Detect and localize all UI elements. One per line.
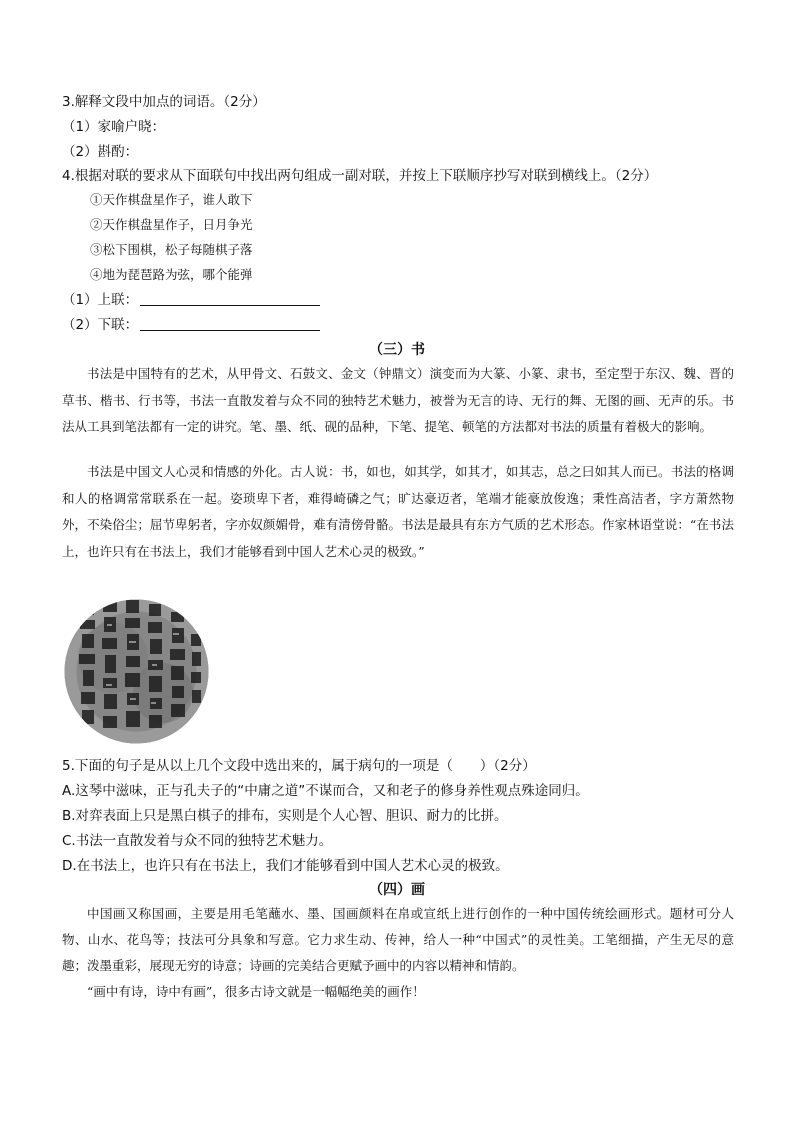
question-4-title: 4.根据对联的要求从下面联句中找出两句组成一副对联，并按上下联顺序抄写对联到横线上。（2分） <box>62 168 658 184</box>
choice-d: D.在书法上，也许只有在书法上，我们才能够看到中国人艺术心灵的极致。 <box>62 858 509 874</box>
lower-couplet-label: （2）下联： <box>62 317 139 333</box>
section-3-paragraph-2: 书法是中国文人心灵和情感的外化。古人说：书，如也，如其学，如其才，如其志，总之曰如其人而已。书法的格调和人的格调常常联系在一起。姿琐卑下者，难得崎磷之气；旷达豪迈者，笔端才能豪放俊逸；秉性高洁者，字方萧然物外，不染俗尘；屈节卑躬者，字亦奴颜媚骨，难有清傍骨骼。书法是最具有东方气质的艺术形态。作家林语堂说：“在书法上，也许只有在书法上，我们才能够看到中国人艺术心灵的极致。” <box>62 464 734 559</box>
couplet-option-4: ④地为琵琶路为弦，哪个能弹 <box>90 267 253 282</box>
upper-couplet-label: （1）上联： <box>62 292 139 308</box>
question-3-title: 3.解释文段中加点的词语。（2分） <box>62 94 266 110</box>
question-3-item-1: （1）家喻户晓： <box>62 119 166 135</box>
choice-a: A.这琴中滋味，正与孔夫子的“中庸之道”不谋而合，又和老子的修身养性观点殊途同归。 <box>62 783 589 799</box>
couplet-option-3: ③松下围棋，松子每随棋子落 <box>90 242 253 257</box>
section-4-heading: （四）画 <box>369 882 425 898</box>
calligraphy-image <box>63 598 210 745</box>
section-3-paragraph-1: 书法是中国特有的艺术，从甲骨文、石鼓文、金文（钟鼎文）演变而为大篆、小篆、隶书，至定型于东汉、魏、晋的草书、楷书、行书等，书法一直散发着与众不同的独特艺术魅力，被誉为无言的诗、无行的舞、无图的画、无声的乐。书法从工具到笔法都有一定的讲究。笔、墨、纸、砚的品种，下笔、提笔、顿笔的方法都对书法的质量有着极大的影响。 <box>62 366 734 434</box>
lower-couplet-answer-blank[interactable] <box>140 316 320 331</box>
question-5-title: 5.下面的句子是从以上几个文段中选出来的，属于病句的一项是（ ）（2分） <box>62 758 536 774</box>
lower-couplet-row <box>62 315 320 335</box>
section-3-heading: （三）书 <box>369 342 425 358</box>
couplet-option-2: ②天作棋盘星作子，日月争光 <box>90 217 253 232</box>
upper-couplet-answer-blank[interactable] <box>140 291 320 306</box>
choice-c: C.书法一直散发着与众不同的独特艺术魅力。 <box>62 833 333 849</box>
section-4-paragraph-1: 中国画又称国画，主要是用毛笔蘸水、墨、国画颜料在帛或宣纸上进行创作的一种中国传统绘画形式。题材可分人物、山水、花鸟等；技法可分具象和写意。它力求生动、传神，给人一种“中国式”的灵性美。工笔细描，产生无尽的意趣；泼墨重彩，展现无穷的诗意；诗画的完美结合更赋予画中的内容以精神和情韵。 <box>62 906 734 973</box>
choice-b: B.对弈表面上只是黑白棋子的排布，实则是个人心智、胆识、耐力的比拼。 <box>62 808 508 824</box>
upper-couplet-row <box>62 290 320 310</box>
question-3-item-2: （2）斟酌： <box>62 144 139 160</box>
section-4-paragraph-2: “画中有诗，诗中有画”，很多古诗文就是一幅幅绝美的画作！ <box>87 984 425 999</box>
couplet-option-1: ①天作棋盘星作子，谁人敢下 <box>90 192 253 207</box>
